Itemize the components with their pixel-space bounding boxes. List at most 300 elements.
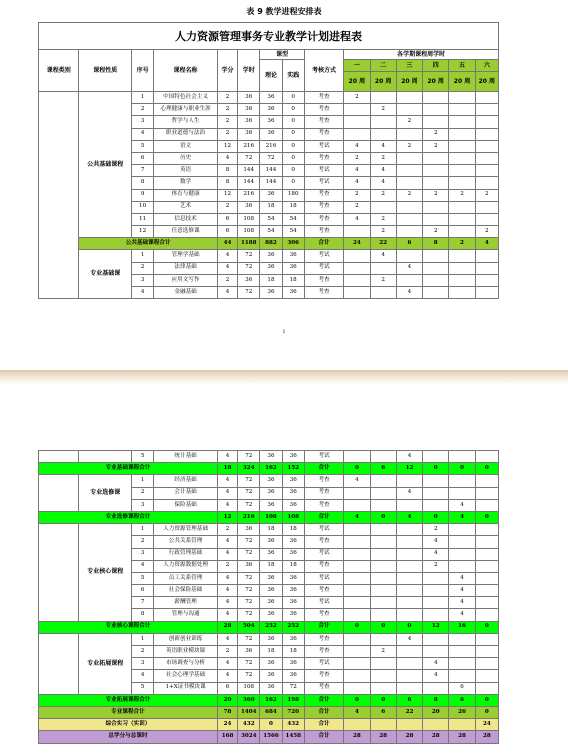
sem1-cell	[344, 633, 370, 645]
sem1-cell	[344, 536, 370, 548]
sem6-cell	[475, 152, 498, 164]
sem2-cell: 4	[370, 250, 396, 262]
exam-cell: 合计	[304, 731, 343, 743]
seq-cell: 4	[131, 287, 153, 299]
sem3-cell: 4	[396, 487, 422, 499]
course-name-cell: 行政管理基础	[154, 548, 218, 560]
hours-cell: 72	[238, 670, 260, 682]
sem5-cell: 4	[449, 609, 475, 621]
seq-cell: 7	[132, 597, 154, 609]
sem3-cell: 4	[396, 511, 422, 523]
sem1-cell	[344, 128, 370, 140]
exam-cell: 考试	[304, 165, 343, 177]
sem3-cell	[396, 658, 422, 670]
credit-cell: 12	[217, 189, 237, 201]
theory-cell: 36	[260, 499, 282, 511]
seq-cell: 12	[131, 226, 153, 238]
exam-cell: 考试	[304, 262, 343, 274]
sem2-cell	[370, 572, 396, 584]
core-total-row	[39, 621, 499, 633]
theory-cell: 36	[260, 633, 282, 645]
public-total-row	[39, 238, 499, 250]
credit-cell: 2	[217, 201, 237, 213]
sem3-cell	[396, 670, 422, 682]
exam-cell: 考查	[304, 536, 343, 548]
header-practice: 实践	[282, 60, 304, 92]
header-semester-hours: 各学期课程周学时	[344, 50, 499, 60]
sem4-cell	[423, 609, 449, 621]
sem4-cell: 2	[423, 140, 449, 152]
header-semester-4: 四	[423, 60, 449, 72]
practice-cell: 432	[282, 719, 304, 731]
sem6-cell	[475, 548, 498, 560]
practice-cell: 36	[282, 670, 304, 682]
page-caption: 表 9 教学进程安排表	[246, 7, 322, 16]
expand-total-row	[39, 694, 499, 706]
sem2-cell	[370, 487, 396, 499]
sem5-cell	[449, 451, 475, 463]
theory-cell: 36	[260, 585, 282, 597]
course-name-cell: 社会心理学基础	[154, 670, 218, 682]
exam-cell: 考查	[304, 213, 343, 225]
sem5-cell: 26	[449, 706, 475, 718]
course-name-cell: 经济基础	[154, 475, 218, 487]
seq-cell: 3	[131, 274, 153, 286]
sem3-cell	[396, 548, 422, 560]
credit-cell: 4	[217, 548, 237, 560]
sem3-cell	[396, 274, 422, 286]
theory-cell: 36	[260, 536, 282, 548]
sem5-cell	[449, 213, 475, 225]
theory-cell: 684	[260, 706, 282, 718]
credit-cell: 18	[217, 463, 237, 475]
sem5-cell	[449, 475, 475, 487]
theory-cell: 36	[260, 658, 282, 670]
seq-cell: 3	[132, 548, 154, 560]
theory-cell: 882	[260, 238, 282, 250]
credit-cell: 44	[217, 238, 237, 250]
sem1-cell	[344, 250, 370, 262]
credit-cell: 4	[217, 487, 237, 499]
exam-cell: 考查	[304, 682, 343, 694]
hours-cell: 72	[238, 451, 260, 463]
sem6-cell	[475, 560, 498, 572]
sem1-cell	[344, 597, 370, 609]
exam-cell: 合计	[304, 621, 343, 633]
seq-cell: 2	[132, 487, 154, 499]
credit-cell: 8	[217, 177, 237, 189]
sem1-cell	[344, 560, 370, 572]
grand-total-row	[39, 731, 499, 743]
sem3-cell: 2	[396, 140, 422, 152]
sem4-cell: 0	[423, 463, 449, 475]
sem1-cell	[344, 670, 370, 682]
sem6-cell	[475, 487, 498, 499]
course-name-cell: 英语职业模块课	[154, 646, 218, 658]
sem2-cell: 28	[370, 731, 396, 743]
sem4-cell: 20	[423, 706, 449, 718]
theory-cell: 36	[260, 189, 282, 201]
sem3-cell: 28	[396, 731, 422, 743]
sem4-cell	[423, 152, 449, 164]
sem5-cell: 0	[449, 463, 475, 475]
sem4-cell: 0	[423, 511, 449, 523]
hours-cell: 72	[238, 487, 260, 499]
sem3-cell: 4	[396, 262, 422, 274]
sem1-cell	[344, 499, 370, 511]
practice-cell: 0	[282, 165, 304, 177]
exam-cell: 考查	[304, 670, 343, 682]
sem1-cell	[344, 524, 370, 536]
course-name-cell: 管理与沟通	[154, 609, 218, 621]
practice-cell: 18	[282, 560, 304, 572]
hours-cell: 1404	[238, 706, 260, 718]
hours-cell: 360	[238, 694, 260, 706]
sem2-cell	[370, 633, 396, 645]
sem3-cell: 6	[396, 694, 422, 706]
sem5-cell	[449, 128, 475, 140]
sem5-cell: 4	[449, 597, 475, 609]
sem3-cell: 2	[396, 116, 422, 128]
seq-cell: 2	[132, 536, 154, 548]
theory-cell: 162	[260, 463, 282, 475]
theory-cell: 252	[260, 621, 282, 633]
sem3-cell	[396, 719, 422, 731]
sem1-cell: 2	[344, 92, 370, 104]
theory-cell: 36	[260, 250, 282, 262]
group-prof-core: 专业核心课程	[79, 524, 132, 622]
course-name-cell: 市场调查与分析	[154, 658, 218, 670]
sem4-cell	[423, 165, 449, 177]
sem4-cell: 2	[423, 128, 449, 140]
seq-cell: 5	[132, 572, 154, 584]
theory-cell: 36	[260, 262, 282, 274]
credit-cell: 4	[217, 572, 237, 584]
seq-cell: 5	[131, 140, 153, 152]
sem5-cell: 4	[449, 499, 475, 511]
sem5-cell	[449, 104, 475, 116]
theory-cell: 36	[260, 451, 282, 463]
header-semester-3: 三	[396, 60, 422, 72]
sem5-cell	[449, 177, 475, 189]
sem4-cell: 2	[423, 524, 449, 536]
course-name-cell: 保险基础	[154, 499, 218, 511]
exam-cell: 合计	[304, 706, 343, 718]
credit-cell: 6	[217, 213, 237, 225]
sem3-cell: 0	[396, 621, 422, 633]
course-name-cell: 哲学与人生	[154, 116, 218, 128]
sem5-cell: 4	[449, 585, 475, 597]
sem2-cell: 2	[370, 152, 396, 164]
hours-cell: 36	[238, 128, 260, 140]
sem2-cell: 2	[370, 104, 396, 116]
exam-cell: 考查	[304, 646, 343, 658]
sem4-cell	[423, 262, 449, 274]
header-weeks-1: 20 周	[344, 72, 370, 92]
sem3-cell	[396, 682, 422, 694]
sem3-cell	[396, 128, 422, 140]
exam-cell: 考查	[304, 201, 343, 213]
sem2-cell	[370, 609, 396, 621]
total-label-cell: 公共基础课程合计	[79, 238, 217, 250]
sem1-cell: 28	[344, 731, 370, 743]
sem2-cell: 6	[370, 706, 396, 718]
practice-cell: 18	[282, 524, 304, 536]
sem5-cell	[449, 165, 475, 177]
sem1-cell	[344, 682, 370, 694]
practice-cell: 0	[282, 152, 304, 164]
credit-cell: 4	[217, 670, 237, 682]
sem6-cell	[475, 250, 498, 262]
course-name-cell: 历史	[154, 152, 218, 164]
sem5-cell: 2	[449, 189, 475, 201]
hours-cell: 504	[238, 621, 260, 633]
credit-cell: 4	[217, 475, 237, 487]
practice-cell: 36	[282, 572, 304, 584]
plan-table-page-1	[38, 22, 499, 299]
sem6-cell	[475, 287, 498, 299]
sem6-cell	[475, 524, 498, 536]
sem1-cell	[344, 609, 370, 621]
practice-cell: 36	[282, 536, 304, 548]
sem3-cell	[396, 92, 422, 104]
sem6-cell	[475, 633, 498, 645]
sem1-cell	[344, 226, 370, 238]
exam-cell: 考查	[304, 633, 343, 645]
theory-cell: 54	[260, 226, 282, 238]
practice-cell: 36	[282, 658, 304, 670]
sem6-cell: 2	[475, 226, 498, 238]
seq-cell: 6	[131, 152, 153, 164]
theory-cell: 36	[260, 475, 282, 487]
hours-cell: 72	[238, 597, 260, 609]
sem2-cell: 2	[370, 274, 396, 286]
seq-cell: 3	[132, 499, 154, 511]
sem6-cell: 0	[475, 706, 498, 718]
sem4-cell	[423, 201, 449, 213]
credit-cell: 4	[217, 585, 237, 597]
hours-cell: 72	[238, 287, 260, 299]
seq-cell: 7	[131, 165, 153, 177]
sem1-cell	[344, 646, 370, 658]
hours-cell: 72	[238, 633, 260, 645]
sem6-cell	[475, 104, 498, 116]
sem5-cell	[449, 487, 475, 499]
hours-cell: 72	[238, 548, 260, 560]
seq-cell: 1	[132, 524, 154, 536]
sem1-cell: 2	[344, 152, 370, 164]
exam-cell: 考试	[304, 572, 343, 584]
sem2-cell	[370, 548, 396, 560]
sem4-cell	[423, 499, 449, 511]
sem2-cell	[370, 585, 396, 597]
sem2-cell: 4	[370, 177, 396, 189]
sem6-cell	[475, 451, 498, 463]
sem1-cell	[344, 572, 370, 584]
sem4-cell: 2	[423, 226, 449, 238]
sem3-cell	[396, 104, 422, 116]
sem3-cell	[396, 572, 422, 584]
exam-cell: 考查	[304, 560, 343, 572]
sem6-cell	[475, 682, 498, 694]
sem4-cell	[423, 116, 449, 128]
sem2-cell	[370, 670, 396, 682]
course-name-cell: 1+X证书模块课	[154, 682, 218, 694]
sem5-cell	[449, 658, 475, 670]
header-weeks-4: 20 周	[423, 72, 449, 92]
course-name-cell: 信息技术	[154, 213, 218, 225]
table-title: 人力资源管理事务专业教学计划进程表	[39, 23, 499, 50]
sem4-cell	[423, 92, 449, 104]
exam-cell: 合计	[304, 238, 343, 250]
course-row	[39, 92, 499, 104]
practice-cell: 36	[282, 585, 304, 597]
sem1-cell: 2	[344, 189, 370, 201]
sem5-cell	[449, 226, 475, 238]
theory-cell: 18	[260, 274, 282, 286]
hours-cell: 216	[238, 189, 260, 201]
hours-cell: 108	[238, 226, 260, 238]
course-name-cell: 管理学基础	[154, 250, 218, 262]
course-row	[39, 451, 499, 463]
credit-cell: 2	[217, 116, 237, 128]
sem2-cell: 4	[370, 165, 396, 177]
header-semester-5: 五	[449, 60, 475, 72]
sem3-cell	[396, 499, 422, 511]
sem6-cell	[475, 572, 498, 584]
sem5-cell	[449, 670, 475, 682]
practice-cell: 36	[282, 597, 304, 609]
page-separator	[0, 370, 568, 385]
sem6-cell	[475, 201, 498, 213]
sem4-cell	[423, 475, 449, 487]
practice-cell: 0	[282, 177, 304, 189]
sem5-cell	[449, 719, 475, 731]
hours-cell: 36	[238, 104, 260, 116]
header-hours: 学时	[238, 50, 260, 92]
credit-cell: 4	[217, 499, 237, 511]
hours-cell: 216	[238, 140, 260, 152]
sem2-cell	[370, 128, 396, 140]
exam-cell: 考查	[304, 475, 343, 487]
sem4-cell	[423, 572, 449, 584]
sem5-cell	[449, 262, 475, 274]
sem5-cell	[449, 560, 475, 572]
credit-cell: 12	[217, 511, 237, 523]
credit-cell: 4	[217, 597, 237, 609]
group-prof-basic-cont	[79, 451, 132, 463]
header-seq: 序号	[131, 50, 153, 92]
sem5-cell	[449, 548, 475, 560]
sem5-cell	[449, 274, 475, 286]
sem4-cell	[423, 646, 449, 658]
sem4-cell: 8	[423, 238, 449, 250]
sem1-cell: 4	[344, 140, 370, 152]
theory-cell: 36	[260, 287, 282, 299]
credit-cell: 6	[217, 682, 237, 694]
course-name-cell: 社会保险基础	[154, 585, 218, 597]
exam-cell: 考查	[304, 92, 343, 104]
sem3-cell: 12	[396, 463, 422, 475]
seq-cell: 3	[131, 116, 153, 128]
header-weeks-6: 20 周	[475, 72, 498, 92]
course-name-cell: 创新创业训练	[154, 633, 218, 645]
seq-cell: 8	[132, 609, 154, 621]
credit-cell: 4	[217, 536, 237, 548]
theory-cell: 18	[260, 201, 282, 213]
group-prof-basic: 专业基础课	[79, 250, 132, 299]
theory-cell: 36	[260, 104, 282, 116]
hours-cell: 108	[238, 682, 260, 694]
seq-cell: 1	[131, 250, 153, 262]
credit-cell: 6	[217, 226, 237, 238]
sem4-cell	[423, 287, 449, 299]
course-name-cell: 体育与健康	[154, 189, 218, 201]
exam-cell: 考查	[304, 487, 343, 499]
sem6-cell	[475, 274, 498, 286]
sem6-cell	[475, 646, 498, 658]
course-name-cell: 艺术	[154, 201, 218, 213]
sem5-cell	[449, 116, 475, 128]
sem5-cell: 6	[449, 682, 475, 694]
practice-cell: 198	[282, 694, 304, 706]
sem4-cell: 4	[423, 536, 449, 548]
exam-cell: 合计	[304, 719, 343, 731]
sem6-cell: 2	[475, 189, 498, 201]
practice-cell: 0	[282, 116, 304, 128]
seq-cell: 5	[132, 682, 154, 694]
sem4-cell	[423, 633, 449, 645]
sem5-cell: 4	[449, 572, 475, 584]
total-label-cell: 综合实习（实训）	[39, 719, 218, 731]
sem6-cell: 0	[475, 621, 498, 633]
sem1-cell: 0	[344, 463, 370, 475]
hours-cell: 72	[238, 475, 260, 487]
hours-cell: 432	[238, 719, 260, 731]
theory-cell: 216	[260, 140, 282, 152]
credit-cell: 8	[217, 165, 237, 177]
theory-cell: 36	[260, 487, 282, 499]
seq-cell: 4	[131, 128, 153, 140]
theory-cell: 1566	[260, 731, 282, 743]
credit-cell: 78	[217, 706, 237, 718]
credit-cell: 4	[217, 152, 237, 164]
sem2-cell	[370, 560, 396, 572]
hours-cell: 36	[238, 274, 260, 286]
course-name-cell: 人力资源管理基础	[154, 524, 218, 536]
sem1-cell	[344, 287, 370, 299]
sem3-cell	[396, 177, 422, 189]
header-credit: 学分	[217, 50, 237, 92]
sem4-cell	[423, 274, 449, 286]
sem5-cell: 4	[449, 511, 475, 523]
exam-cell: 考试	[304, 250, 343, 262]
exam-cell: 考查	[304, 226, 343, 238]
sem2-cell: 2	[370, 213, 396, 225]
theory-cell: 18	[260, 646, 282, 658]
sem6-cell	[475, 128, 498, 140]
exam-cell: 合计	[304, 511, 343, 523]
credit-cell: 12	[217, 140, 237, 152]
category-cell	[39, 524, 79, 622]
sem5-cell	[449, 152, 475, 164]
theory-cell: 36	[260, 682, 282, 694]
sem1-cell	[344, 274, 370, 286]
hours-cell: 36	[238, 92, 260, 104]
seq-cell: 1	[132, 475, 154, 487]
sem1-cell: 0	[344, 694, 370, 706]
sem4-cell: 8	[423, 694, 449, 706]
